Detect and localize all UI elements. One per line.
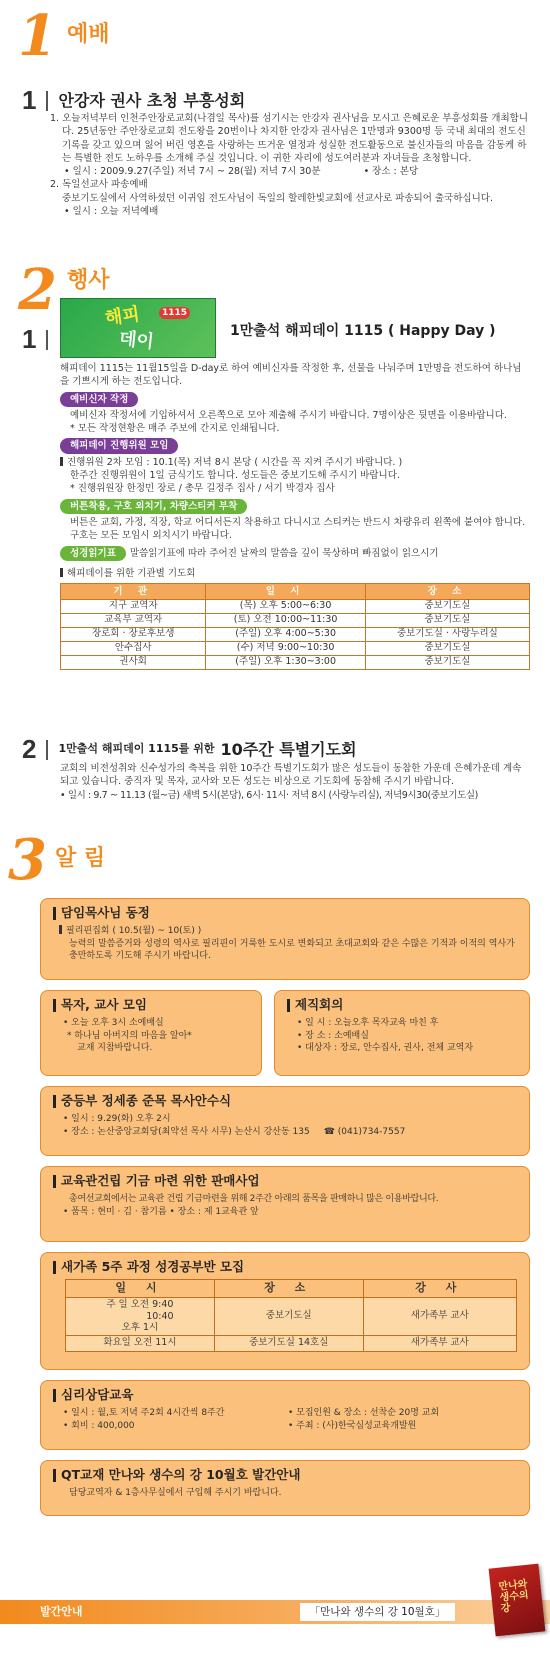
- table-cell: 중보기도실 14호실: [214, 1336, 363, 1352]
- table-header: 장 소: [214, 1279, 363, 1297]
- notice-title: 중등부 정세종 준목 목사안수식: [61, 1093, 232, 1108]
- notice-title: 목자, 교사 모임: [61, 997, 147, 1012]
- subsection-number: 2: [22, 734, 37, 764]
- table-row: [61, 600, 530, 614]
- event-date: • 일시 : 9.7 ~ 11.13 (월~금) 새벽 5시(본당), 6시· 11시· 저녁 8시 (사랑누리실), 저녁9시30(중보기도실): [60, 789, 478, 801]
- paragraph: 예비신자 작정서에 기입하셔서 오른쪽으로 모아 제출해 주시기 바랍니다. 7명이상은 뒷면을 이용바랍니다.: [70, 409, 507, 421]
- notice-text: • 일시 : 9.29(화) 오후 2시: [63, 1113, 171, 1124]
- footer-publication: 「만나와 생수의 강 10월호」: [300, 1603, 455, 1621]
- paragraph: 버튼은 교회, 가정, 직장, 학교 어디서든지 착용하고 다니시고 스티커는 반드시 차량유리 왼쪽에 붙여야 합니다. 구호는 모든 모임시 외치시기 바랍니다.: [70, 516, 526, 542]
- subsection-number: 1: [22, 324, 37, 354]
- footer-label: 발간안내: [40, 1605, 83, 1618]
- table-caption: 해피데이를 위한 기관별 기도회: [67, 567, 196, 579]
- notice-text: 필리핀집회 ( 10.5(월) ~ 10(토) ): [66, 925, 202, 936]
- notice-text: 총여선교회에서는 교육관 건립 기금마련을 위해 2주간 아래의 품목을 판매하니 많은 이용바랍니다.: [69, 1193, 439, 1204]
- notice-box-fundraising: [40, 1166, 530, 1242]
- pill-label: 성경읽기표: [60, 546, 126, 561]
- notice-title: QT교재 만나와 생수의 강 10월호 발간안내: [61, 1467, 301, 1482]
- notice-title: 새가족 5주 과정 성경공부반 모집: [61, 1259, 245, 1274]
- notice-title: 심리상담교육: [61, 1387, 134, 1402]
- notice-box-council: [274, 990, 530, 1076]
- newfamily-table: [65, 1279, 517, 1352]
- table-cell: [66, 1297, 215, 1336]
- section-title: 행사: [66, 268, 110, 294]
- bullet-mark: [60, 568, 63, 577]
- table-cell: (주일) 오후 1:30~3:00: [206, 655, 365, 669]
- notice-text: 담당교역자 & 1층사무실에서 구입해 주시기 바랍니다.: [69, 1487, 282, 1498]
- notice-title: 담임목사님 동정: [61, 905, 150, 920]
- section-number: 2: [18, 257, 57, 323]
- event-date: • 일시 : 오늘 저녁예배: [64, 206, 159, 218]
- table-row: [61, 641, 530, 655]
- paragraph: 1. 오늘저녁부터 인천주안장로교회(나겸일 목사)를 섬기시는 안강자 권사님을 모시고 은혜로운 부흥성회를 개최합니다. 25년동안 주안장로교회 전도왕을 20번이나 차지한 안강자 권사님은 1만명과 9300명 등 국내 최대의 전도신기록을 갖고 있으며 잃어 버린 영혼을 사랑하는 뜨거운 열정과 성실한 전도활동으로 불신자들의 마음을 감동케 하는 특별한 전도 노하우를 소개해 주실 것입니다. 이 귀한 자리에 성도여러분과 자녀들을 초청합니다.: [50, 113, 528, 164]
- subsection-number: 1: [22, 85, 37, 115]
- table-cell: 중보기도실: [214, 1297, 363, 1336]
- notice-text: 교재 지참바랍니다.: [77, 1043, 153, 1054]
- notice-text: • 일 시 : 오늘오후 목자교육 마친 후: [297, 1017, 439, 1028]
- table-header: 장 소: [365, 584, 529, 600]
- notice-text: • 장 소 : 소예배실: [297, 1030, 369, 1041]
- table-header: 일 시: [66, 1279, 215, 1297]
- paragraph: 진행위원 2차 모임 : 10.1(목) 저녁 8시 본당 ( 시간을 꼭 지켜 주시기 바랍니다. ): [67, 456, 403, 468]
- event-date: • 일시 : 2009.9.27(주일) 저녁 7시 ~ 28(월) 저녁 7시 30분: [64, 166, 321, 178]
- title-mark: [53, 1175, 56, 1188]
- subsection-title: 10주간 특별기도회: [220, 739, 357, 759]
- notice-text: • 주최 : (사)한국심성교육개발원: [288, 1420, 417, 1431]
- section-title: 알 림: [54, 846, 106, 872]
- table-cell: 권사회: [61, 655, 206, 669]
- notice-text: • 오늘 오후 3시 소예배실: [63, 1017, 164, 1028]
- table-row: [61, 628, 530, 642]
- divider: [46, 91, 48, 111]
- title-mark: [53, 907, 56, 920]
- section-title: 예배: [66, 22, 110, 48]
- notice-text: • 품목 : 현미 · 김 · 참기름 • 장소 : 제 1교육관 앞: [63, 1206, 259, 1217]
- notice-box-teacher: [40, 990, 262, 1076]
- paragraph: 해피데이 1115는 11월15일을 D-day로 하여 예비신자를 작정한 후, 선물을 나눠주며 1만명을 전도하여 하나님을 기쁘시게 하는 전도입니다.: [60, 363, 522, 388]
- divider: [46, 330, 48, 350]
- book-title: 만나와 생수의 강: [498, 1578, 530, 1615]
- table-cell: 중보기도실: [365, 655, 529, 669]
- notice-box-qt: [40, 1460, 530, 1516]
- time-line: 10:40: [146, 1310, 174, 1322]
- note: * 모든 작정현황은 매주 주보에 간지로 인쇄됩니다.: [70, 423, 280, 435]
- notice-box-ordination: [40, 1086, 530, 1156]
- note: * 진행위원장 한정민 장로 / 총무 길정주 집사 / 서기 박경자 집사: [70, 483, 335, 495]
- subsection-title-small: 1만출석 해피데이 1115를 위한: [58, 742, 215, 756]
- table-row: [66, 1336, 517, 1352]
- pill-label: 해피데이 진행위원 모임: [60, 438, 178, 453]
- subsection-title: 1만출석 해피데이 1115 ( Happy Day ): [230, 323, 496, 339]
- section-number: 3: [8, 827, 47, 893]
- table-cell: 지구 교역자: [61, 600, 206, 614]
- table-cell: 중보기도실: [365, 600, 529, 614]
- section-number: 1: [18, 3, 57, 69]
- title-mark: [287, 999, 290, 1012]
- table-cell: 장로회 · 장로후보생: [61, 628, 206, 642]
- table-header: 강 사: [363, 1279, 516, 1297]
- table-cell: (토) 오전 10:00~11:30: [206, 614, 365, 628]
- table-cell: 중보기도실 · 사랑누리실: [365, 628, 529, 642]
- table-cell: 중보기도실: [365, 614, 529, 628]
- notice-title: 제직회의: [295, 997, 344, 1012]
- notice-text: * 하나님 아버지의 마음을 알아*: [67, 1030, 192, 1041]
- footer-banner: [0, 1600, 550, 1624]
- notice-box-pastor: [40, 898, 530, 980]
- notice-text: • 회비 : 400,000: [63, 1420, 135, 1431]
- phone-number: ☎ (041)734-7557: [323, 1126, 406, 1137]
- title-mark: [53, 1261, 56, 1274]
- table-cell: (목) 오후 5:00~6:30: [206, 600, 365, 614]
- table-header: 일 시: [206, 584, 365, 600]
- notice-text: • 모집인원 & 장소 : 선착순 20명 교회: [288, 1407, 440, 1418]
- paragraph: 교회의 비전성취와 신수성가의 축복을 위한 10주간 특별기도회가 많은 성도들이 동참한 가운데 은혜가운데 계속되고 있습니다. 중직자 및 목자, 교사와 모든 성도는 비상으로 기도회에 동참해 주시기 바랍니다.: [60, 763, 522, 788]
- title-mark: [53, 1469, 56, 1482]
- logo-text-bottom: 데이: [118, 328, 155, 353]
- paragraph: 한주간 진행위원이 1일 금식기도 합니다. 성도들은 중보기도해 주시기 바랍니다.: [70, 470, 400, 482]
- table-cell: (주일) 오후 4:00~5:30: [206, 628, 365, 642]
- prayer-schedule-table: [60, 583, 530, 669]
- table-row: [61, 614, 530, 628]
- time-line: 오후 1시: [121, 1322, 159, 1334]
- notice-text: • 대상자 : 장로, 안수집사, 권사, 전체 교역자: [297, 1043, 474, 1054]
- event-place: • 장소 : 본당: [363, 166, 419, 178]
- bullet-mark: [59, 925, 62, 934]
- table-row: [66, 1297, 517, 1336]
- notice-box-newfamily: [40, 1252, 530, 1370]
- notice-box-counseling: [40, 1380, 530, 1450]
- notice-text: • 일시 : 월,토 저녁 주2회 4시간씩 8주간: [63, 1407, 225, 1418]
- table-cell: 새가족부 교사: [363, 1336, 516, 1352]
- paragraph: 말씀읽기표에 따라 주어진 날짜의 말씀을 깊이 묵상하며 빠짐없이 읽으시기: [129, 547, 439, 559]
- notice-text: • 장소 : 논산중앙교회당(최약선 목사 시무) 논산시 강산동 135: [63, 1126, 310, 1137]
- table-header: 기 관: [61, 584, 206, 600]
- pill-label: 예비신자 작정: [60, 392, 138, 407]
- book-cover-image: [489, 1564, 546, 1637]
- divider: [46, 740, 48, 760]
- logo-text-top: 해피: [103, 303, 141, 330]
- table-row: [61, 655, 530, 669]
- notice-title: 교육관건립 기금 마련 위한 판매사업: [61, 1173, 260, 1188]
- table-cell: 새가족부 교사: [363, 1297, 516, 1336]
- title-mark: [53, 1389, 56, 1402]
- table-cell: 안수집사: [61, 641, 206, 655]
- subsection-title: 안강자 권사 초청 부흥성회: [58, 90, 246, 110]
- bullet-mark: [60, 457, 63, 466]
- table-cell: 화요일 오전 11시: [66, 1336, 215, 1352]
- table-cell: 교육부 교역자: [61, 614, 206, 628]
- notice-text: 능력의 말씀증거와 성령의 역사로 필리핀이 거룩한 도시로 변화되고 초대교회와 같은 수많은 기적과 이적의 역사가 충만하도록 기도해 주시기 바랍니다.: [69, 938, 515, 962]
- title-mark: [53, 999, 56, 1012]
- table-cell: (수) 저녁 9:00~10:30: [206, 641, 365, 655]
- paragraph-heading: 2. 독일선교사 파송예배: [50, 179, 148, 191]
- paragraph: 중보기도실에서 사역하셨던 이귀임 전도사님이 독일의 할레한빛교회에 선교사로 파송되어 출국하십니다.: [62, 192, 493, 204]
- logo-badge: 1115: [159, 307, 190, 319]
- pill-label: 버튼착용, 구호 외치기, 차량스티커 부착: [60, 499, 247, 514]
- time-line: 주 일 오전 9:40: [106, 1298, 174, 1310]
- happy-day-logo: [60, 298, 216, 358]
- title-mark: [53, 1095, 56, 1108]
- table-cell: 중보기도실: [365, 641, 529, 655]
